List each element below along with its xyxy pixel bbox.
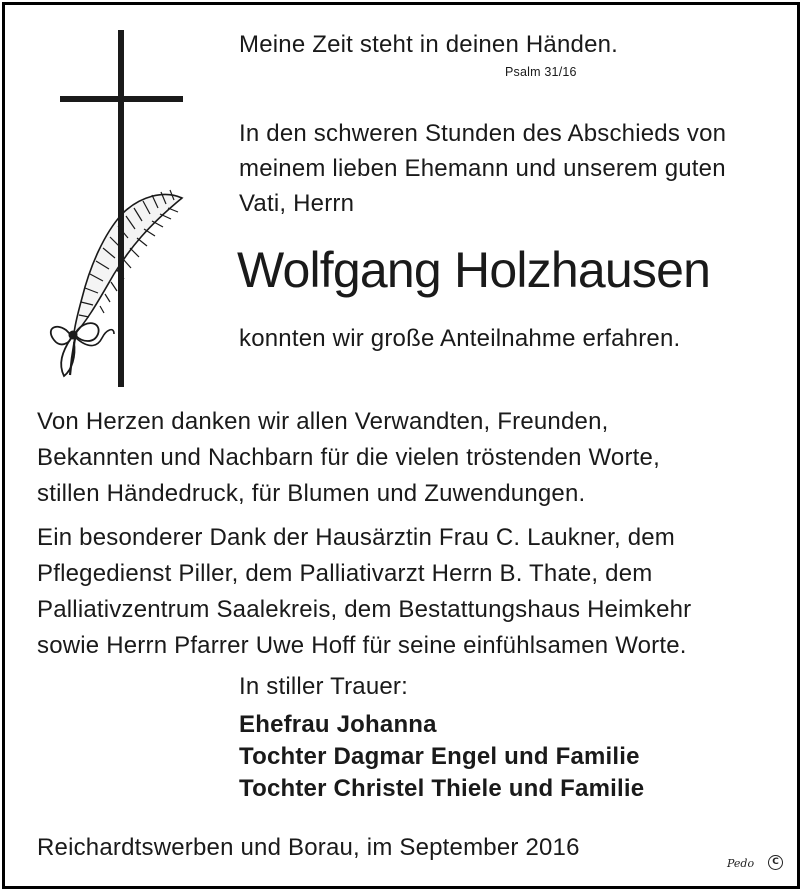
intro-text bbox=[239, 116, 726, 221]
designer-signature: Pedo bbox=[727, 857, 755, 870]
palm-branch-icon bbox=[51, 190, 182, 376]
thanks-line: Pflegedienst Piller, dem Palliativarzt Herrn B. Thate, dem bbox=[37, 560, 653, 587]
place-and-date: Reichardtswerben und Borau, im September 2016 bbox=[37, 834, 580, 861]
mourner: Tochter Dagmar Engel und Familie bbox=[239, 743, 640, 770]
copyright-icon: C bbox=[768, 855, 783, 870]
thanks-line: Von Herzen danken wir allen Verwandten, Freunden, bbox=[37, 408, 609, 435]
thanks-line: Ein besonderer Dank der Hausärztin Frau C. Laukner, dem bbox=[37, 524, 675, 551]
thanks-line: sowie Herrn Pfarrer Uwe Hoff für seine einfühlsamen Worte. bbox=[37, 632, 687, 659]
thanks-paragraph-2 bbox=[37, 520, 691, 664]
thanks-line: Bekannten und Nachbarn für die vielen tröstenden Worte, bbox=[37, 444, 660, 471]
intro-line: Vati, Herrn bbox=[239, 190, 355, 217]
mourner: Tochter Christel Thiele und Familie bbox=[239, 775, 645, 802]
intro-line: meinem lieben Ehemann und unserem guten bbox=[239, 155, 726, 182]
mourners-list bbox=[239, 709, 644, 805]
intro-line: In den schweren Stunden des Abschieds von bbox=[239, 120, 727, 147]
thanks-paragraph-1 bbox=[37, 404, 660, 512]
after-name-text: konnten wir große Anteilnahme erfahren. bbox=[239, 325, 681, 352]
deceased-name: Wolfgang Holzhausen bbox=[237, 242, 711, 298]
motto: Meine Zeit steht in deinen Händen. bbox=[239, 31, 619, 58]
thanks-line: Palliativzentrum Saalekreis, dem Bestattungshaus Heimkehr bbox=[37, 596, 692, 623]
motto-reference: Psalm 31/16 bbox=[505, 65, 577, 79]
cross-with-palm-emblem bbox=[36, 30, 196, 392]
thanks-line: stillen Händedruck, für Blumen und Zuwendungen. bbox=[37, 480, 586, 507]
mourner: Ehefrau Johanna bbox=[239, 711, 437, 738]
mourning-heading: In stiller Trauer: bbox=[239, 673, 408, 700]
